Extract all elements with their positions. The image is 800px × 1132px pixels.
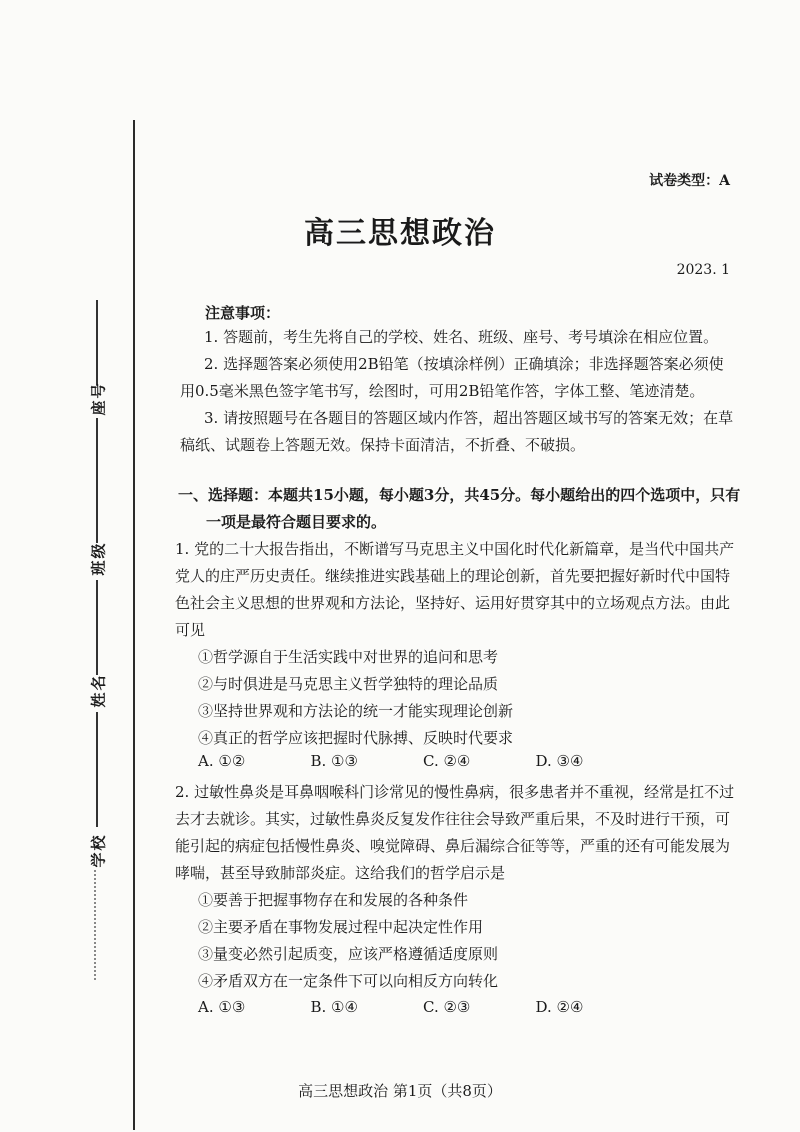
name-label: 姓名 xyxy=(89,673,108,708)
page-footer: 高三思想政治 第1页（共8页） xyxy=(298,1082,502,1100)
notice-title: 注意事项： xyxy=(205,304,281,322)
binding-line xyxy=(133,120,135,1130)
section-heading-line1: 一、选择题：本题共15小题，每小题3分，共45分。每小题给出的四个选项中，只有 xyxy=(178,486,741,504)
question-1-option-4: ④真正的哲学应该把握时代脉搏、反映时代要求 xyxy=(198,729,514,747)
question-2-option-2: ②主要矛盾在事物发展过程中起决定性作用 xyxy=(198,918,484,936)
question-2-stem: 2. 过敏性鼻炎是耳鼻咽喉科门诊常见的慢性鼻病，很多患者并不重视，经常是扛不过去才去就诊。其实，过敏性鼻炎反复发作往往会导致严重后果，不及时进行干预，可能引起的病症包括慢性鼻炎、嗅觉障碍、鼻后漏综合征等等，严重的还有可能发展为哮喘，甚至导致肺部炎症。这给我们的哲学启示是 xyxy=(175,783,735,882)
seat-label: 座号 xyxy=(89,381,108,416)
question-2-choice-d[interactable]: D. ②④ xyxy=(535,998,584,1016)
notice-item-2: 2. 选择题答案必须使用2B铅笔（按填涂样例）正确填涂；非选择题答案必须使用0.5毫米黑色签字笔书写，绘图时，可用2B铅笔作答，字体工整、笔迹清楚。 xyxy=(180,355,724,400)
question-2-choice-b[interactable]: B. ①④ xyxy=(310,998,358,1016)
notice-item-1: 1. 答题前，考生先将自己的学校、姓名、班级、座号、考号填涂在相应位置。 xyxy=(204,328,719,346)
name-blank xyxy=(96,580,98,675)
paper-type: 试卷类型：A xyxy=(649,173,730,189)
question-1-option-2: ②与时俱进是马克思主义哲学独特的理论品质 xyxy=(198,675,499,693)
exam-title: 高三思想政治 xyxy=(304,216,496,251)
exam-date: 2023. 1 xyxy=(676,262,730,278)
school-label: 学校 xyxy=(89,833,108,868)
question-1-choice-d[interactable]: D. ③④ xyxy=(535,752,584,770)
question-1-choice-c[interactable]: C. ②④ xyxy=(423,752,471,770)
question-2-choice-c[interactable]: C. ②③ xyxy=(423,998,471,1016)
question-1-option-1: ①哲学源自于生活实践中对世界的追问和思考 xyxy=(198,648,499,666)
question-2-option-1: ①要善于把握事物存在和发展的各种条件 xyxy=(198,891,469,909)
question-2-option-4: ④矛盾双方在一定条件下可以向相反方向转化 xyxy=(198,972,499,990)
question-1-stem: 1. 党的二十大报告指出，不断谱写马克思主义中国化时代化新篇章，是当代中国共产党人的庄严历史责任。继续推进实践基础上的理论创新，首先要把握好新时代中国特色社会主义思想的世界观和方法论，坚持好、运用好贯穿其中的立场观点方法。由此可见 xyxy=(175,540,735,639)
question-2-choices xyxy=(198,998,648,1016)
question-1-choice-a[interactable]: A. ①② xyxy=(198,752,246,770)
question-2-choice-a[interactable]: A. ①③ xyxy=(198,998,246,1016)
margin-dots xyxy=(94,870,102,980)
notice-item-3: 3. 请按照题号在各题目的答题区域内作答，超出答题区域书写的答案无效；在草稿纸、试题卷上答题无效。保持卡面清洁，不折叠、不破损。 xyxy=(180,409,734,454)
question-1-choice-b[interactable]: B. ①③ xyxy=(310,752,358,770)
school-blank xyxy=(96,712,98,827)
seat-blank xyxy=(96,300,98,385)
question-1-option-3: ③坚持世界观和方法论的统一才能实现理论创新 xyxy=(198,702,514,720)
question-2-option-3: ③量变必然引起质变，应该严格遵循适度原则 xyxy=(198,945,499,963)
class-label: 班级 xyxy=(89,541,108,576)
section-heading-line2: 一项是最符合题目要求的。 xyxy=(206,513,387,531)
question-1-choices xyxy=(198,752,648,770)
class-blank xyxy=(96,418,98,543)
